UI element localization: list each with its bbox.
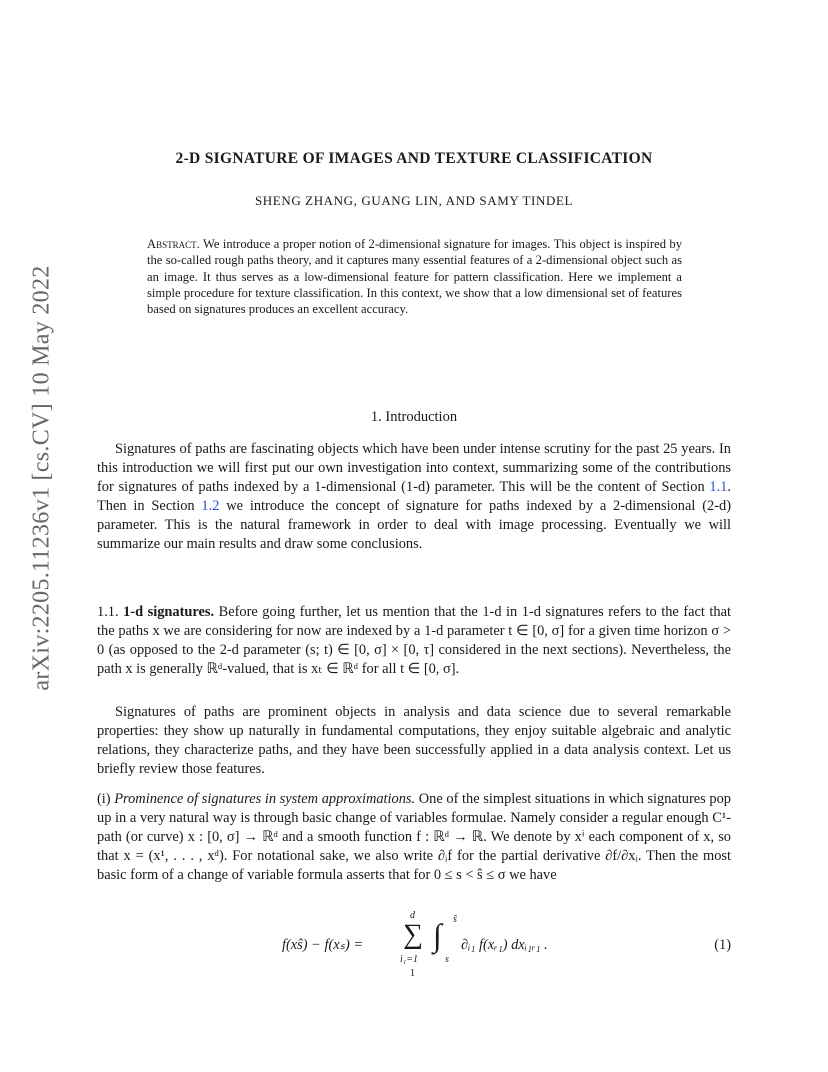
- item-italic-heading: Prominence of signatures in system approximations.: [114, 791, 416, 807]
- abstract-label: Abstract.: [147, 237, 200, 251]
- abstract: [147, 236, 682, 317]
- abstract-text: We introduce a proper notion of 2-dimensional signature for images. This object is inspired by the so-called rough paths theory, and it captures many essential features of a 2-dimensional object such as an image. It thus serves as a low-dimensional feature for pattern classification. Here we implement a simple procedure for texture classification. In this context, we show that a low dimensional set of features based on signatures produces an excellent accuracy.: [147, 237, 682, 317]
- equation-number: (1): [714, 937, 731, 953]
- equation-lhs: f(xŝ) − f(xₛ) =: [282, 937, 364, 953]
- section-heading-introduction: 1. Introduction: [370, 409, 458, 425]
- paper-title: 2-D SIGNATURE OF IMAGES AND TEXTURE CLASSIFICATION: [175, 150, 653, 167]
- intro-text-c: we introduce the concept of signature for paths indexed by a 2-dimensional (2-d) parameter. This is the natural framework in order to deal with image processing. Eventually we will summarize our main results and draw some conclusions.: [97, 498, 731, 552]
- arxiv-identifier: arXiv:2205.11236v1 [cs.CV] 10 May 2022: [28, 265, 55, 691]
- approximation-paragraph: [97, 790, 731, 885]
- integral-lower-limit: s: [445, 954, 449, 965]
- item-lead: (i): [97, 791, 115, 807]
- sigma-icon: ∑: [403, 919, 423, 950]
- intro-text-a: Signatures of paths are fascinating objects which have been under intense scrutiny for the past 25 years. In this introduction we will first put our own investigation into context, summarizing some of the contributions for signatures of paths indexed by a 1-dimensional (1-d) parameter. This will be the content of Section: [97, 441, 731, 495]
- intro-paragraph: [97, 440, 731, 554]
- arxiv-sidebar-stamp: [24, 265, 60, 691]
- sum-lower-limit-2: 1: [410, 968, 415, 979]
- integral-upper-limit: ŝ: [453, 914, 457, 925]
- sum-lower-limit: i₁=1: [400, 954, 419, 965]
- paper-authors: SHENG ZHANG, GUANG LIN, AND SAMY TINDEL: [254, 193, 574, 208]
- equation-1: [97, 910, 731, 988]
- subsection-number: 1.1.: [97, 604, 119, 620]
- subsection-text: Before going further, let us mention that the 1-d in 1-d signatures refers to the fact that the paths x we are considering for now are indexed by a 1-d parameter t ∈ [0, σ] for a given time horizon σ > 0 (as opposed to the 2-d parameter (s; t) ∈ [0, σ] × [0, τ] considered in the next sections). Nevertheless, the path x is generally ℝᵈ-valued, that is xₜ ∈ ℝᵈ for all t ∈ [0, σ].: [97, 604, 731, 677]
- summation-symbol: [399, 910, 427, 979]
- integral-icon: ∫: [433, 917, 442, 953]
- subsection-paragraph: [97, 603, 731, 679]
- properties-paragraph: Signatures of paths are prominent objects in analysis and data science due to several remarkable properties: they show up naturally in fundamental computations, they enjoy suitable algebraic and analytic relations, they characterize paths, and they have been successfully applied in a data analysis context. Let us briefly review those features.: [97, 704, 731, 777]
- section-ref-1-2[interactable]: 1.2: [201, 498, 220, 514]
- intro-text-b: . Then in Section: [97, 479, 731, 514]
- equation-rhs: ∂ᵢ₁ f(xᵣ₁) dxᵢ₁ᵣ₁ .: [461, 937, 548, 953]
- sum-upper-limit: d: [410, 910, 415, 921]
- subsection-title: 1-d signatures.: [123, 604, 215, 620]
- section-ref-1-1[interactable]: 1.1: [709, 479, 728, 495]
- item-text: One of the simplest situations in which signatures pop up in a very natural way is through basic change of variables formulae. Namely consider a regular enough C¹-path (or curve) x : [0, σ] → ℝᵈ and a smooth function f : ℝᵈ → ℝ. We denote by xⁱ each component of x, so that x = (x¹, . . . , xᵈ). For notational sake, we also write ∂ᵢf for the partial derivative ∂f/∂xᵢ. Then the most basic form of a change of variable formula asserts that for 0 ≤ s < ŝ ≤ σ we have: [97, 791, 732, 883]
